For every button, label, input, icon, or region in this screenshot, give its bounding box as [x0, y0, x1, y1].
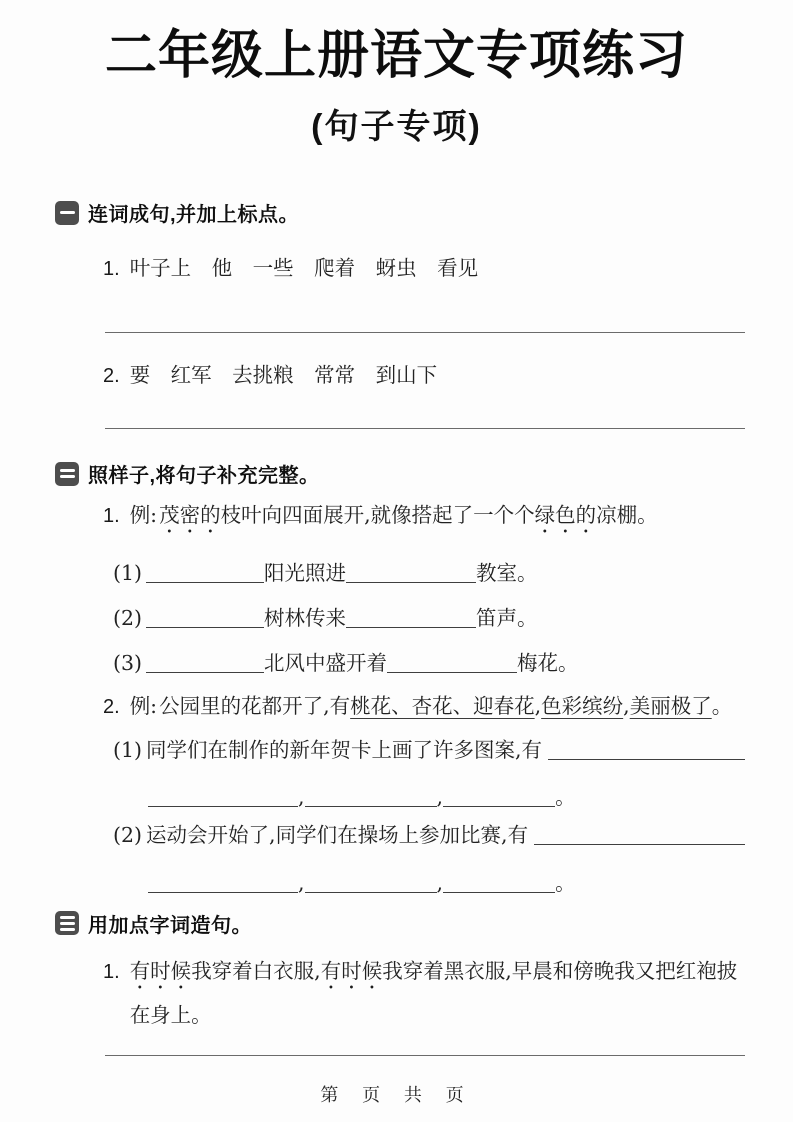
sentence-segment: 阳光照进 [264, 561, 347, 586]
comma: , [436, 870, 444, 895]
fill-blank-row-2-1-3 [113, 648, 751, 679]
sub-number: (2) [113, 823, 143, 848]
continuation-blank-row [148, 868, 751, 899]
section-three-header [55, 909, 793, 938]
question-sentence [130, 950, 745, 1037]
sub-number: (1) [113, 561, 143, 586]
section-two-header [55, 459, 793, 488]
sentence-segment: 同学们在制作的新年贺卡上画了许多图案,有 [146, 737, 543, 762]
fill-blank [443, 892, 555, 893]
comma: , [298, 870, 305, 895]
question-number: 1. [103, 258, 120, 281]
emphasized-word: 有时候 [129, 958, 192, 983]
badge-bar [60, 211, 75, 214]
fill-blank [146, 627, 264, 628]
sub-number: (2) [113, 606, 143, 631]
sub-number: (3) [113, 650, 143, 675]
sentence-segment: 公园里的花都开了,有 [159, 693, 351, 718]
underlined-phrase: 美丽极了 [629, 693, 712, 718]
fill-blank [146, 672, 264, 673]
fill-blank [346, 627, 476, 628]
sub-number: (1) [113, 737, 143, 762]
sentence-segment: 笛声。 [476, 606, 538, 631]
example-label: 例: [129, 693, 158, 718]
example-sentence [130, 691, 733, 722]
question-words: 叶子上 他 一些 爬着 蚜虫 看见 [129, 256, 479, 281]
badge-bar [60, 916, 75, 919]
period: 。 [711, 693, 733, 718]
section-two-heading: 照样子,将句子补充完整。 [88, 465, 320, 488]
section-one-badge [55, 201, 79, 225]
question-number: 1. [103, 505, 120, 528]
sentence-segment: 枝叶向四面展开,就像搭起了一个个 [220, 503, 535, 528]
comma: , [298, 785, 305, 810]
comma: , [436, 785, 444, 810]
section-two-badge-label [67, 473, 68, 474]
section-three-heading: 用加点字词造句。 [88, 914, 252, 937]
question-row-3-1 [103, 950, 745, 1037]
sentence-segment: 北风中盛开着 [264, 650, 388, 675]
emphasized-word: 茂密的 [159, 503, 221, 528]
section-two-badge [55, 462, 79, 486]
question-number: 1. [103, 960, 120, 983]
badge-bar [60, 928, 75, 931]
comma: , [534, 693, 542, 718]
answer-line [105, 1055, 745, 1056]
fill-blank [534, 844, 745, 845]
answer-line [105, 428, 745, 429]
fill-blank [346, 582, 476, 583]
question-words: 要 红军 去挑粮 常常 到山下 [129, 363, 438, 388]
fill-blank [305, 892, 437, 893]
sentence-segment: 我穿着黑衣服,早晨和傍晚我又把红袍披在身上。 [129, 958, 738, 1027]
answer-line [105, 332, 745, 333]
page-title: 二年级上册语文专项练习 [104, 27, 688, 85]
fill-blank [443, 806, 555, 807]
fill-blank-row-2-1-1 [113, 558, 751, 589]
fill-blank [148, 806, 298, 807]
underlined-phrase: 桃花、杏花、迎春花 [350, 693, 535, 718]
period: 。 [555, 785, 576, 810]
period: 。 [555, 870, 576, 895]
fill-blank-row-2-2-2 [103, 820, 745, 851]
continuation-blank-row [148, 782, 751, 813]
section-one-header [55, 198, 793, 227]
fill-blank [148, 892, 298, 893]
emphasized-word: 有时候 [320, 958, 383, 983]
fill-blank-row-2-2-1 [103, 735, 745, 766]
fill-blank [548, 759, 745, 760]
question-number: 2. [103, 365, 120, 388]
underlined-phrase: 色彩缤纷 [541, 693, 624, 718]
emphasized-word: 绿色的 [534, 503, 597, 528]
fill-blank [387, 672, 517, 673]
fill-blank [146, 582, 264, 583]
badge-bar [60, 922, 75, 925]
question-number: 2. [103, 695, 120, 718]
badge-bar [60, 475, 75, 478]
section-three-badge [55, 911, 79, 935]
sentence-segment: 运动会开始了,同学们在操场上参加比赛,有 [146, 823, 529, 848]
sentence-segment: 梅花。 [517, 650, 579, 675]
question-row-1-2 [103, 360, 745, 391]
page-subtitle: (句子专项) [311, 108, 482, 147]
page-footer: 第 页 共 页 [320, 1085, 473, 1106]
sentence-segment: 凉棚。 [596, 503, 658, 528]
example-row-2-2 [103, 691, 745, 722]
sentence-segment: 教室。 [476, 561, 538, 586]
sentence-segment: 树林传来 [264, 606, 347, 631]
comma: , [623, 693, 630, 718]
fill-blank-row-2-1-2 [113, 603, 751, 634]
fill-blank [305, 806, 437, 807]
section-one-heading: 连词成句,并加上标点。 [88, 204, 300, 227]
example-sentence [130, 500, 658, 538]
example-row-2-1 [103, 500, 745, 538]
question-row-1-1 [103, 253, 745, 284]
badge-bar [60, 469, 75, 472]
sentence-segment: 我穿着白衣服, [191, 958, 321, 983]
example-label: 例: [129, 503, 158, 528]
